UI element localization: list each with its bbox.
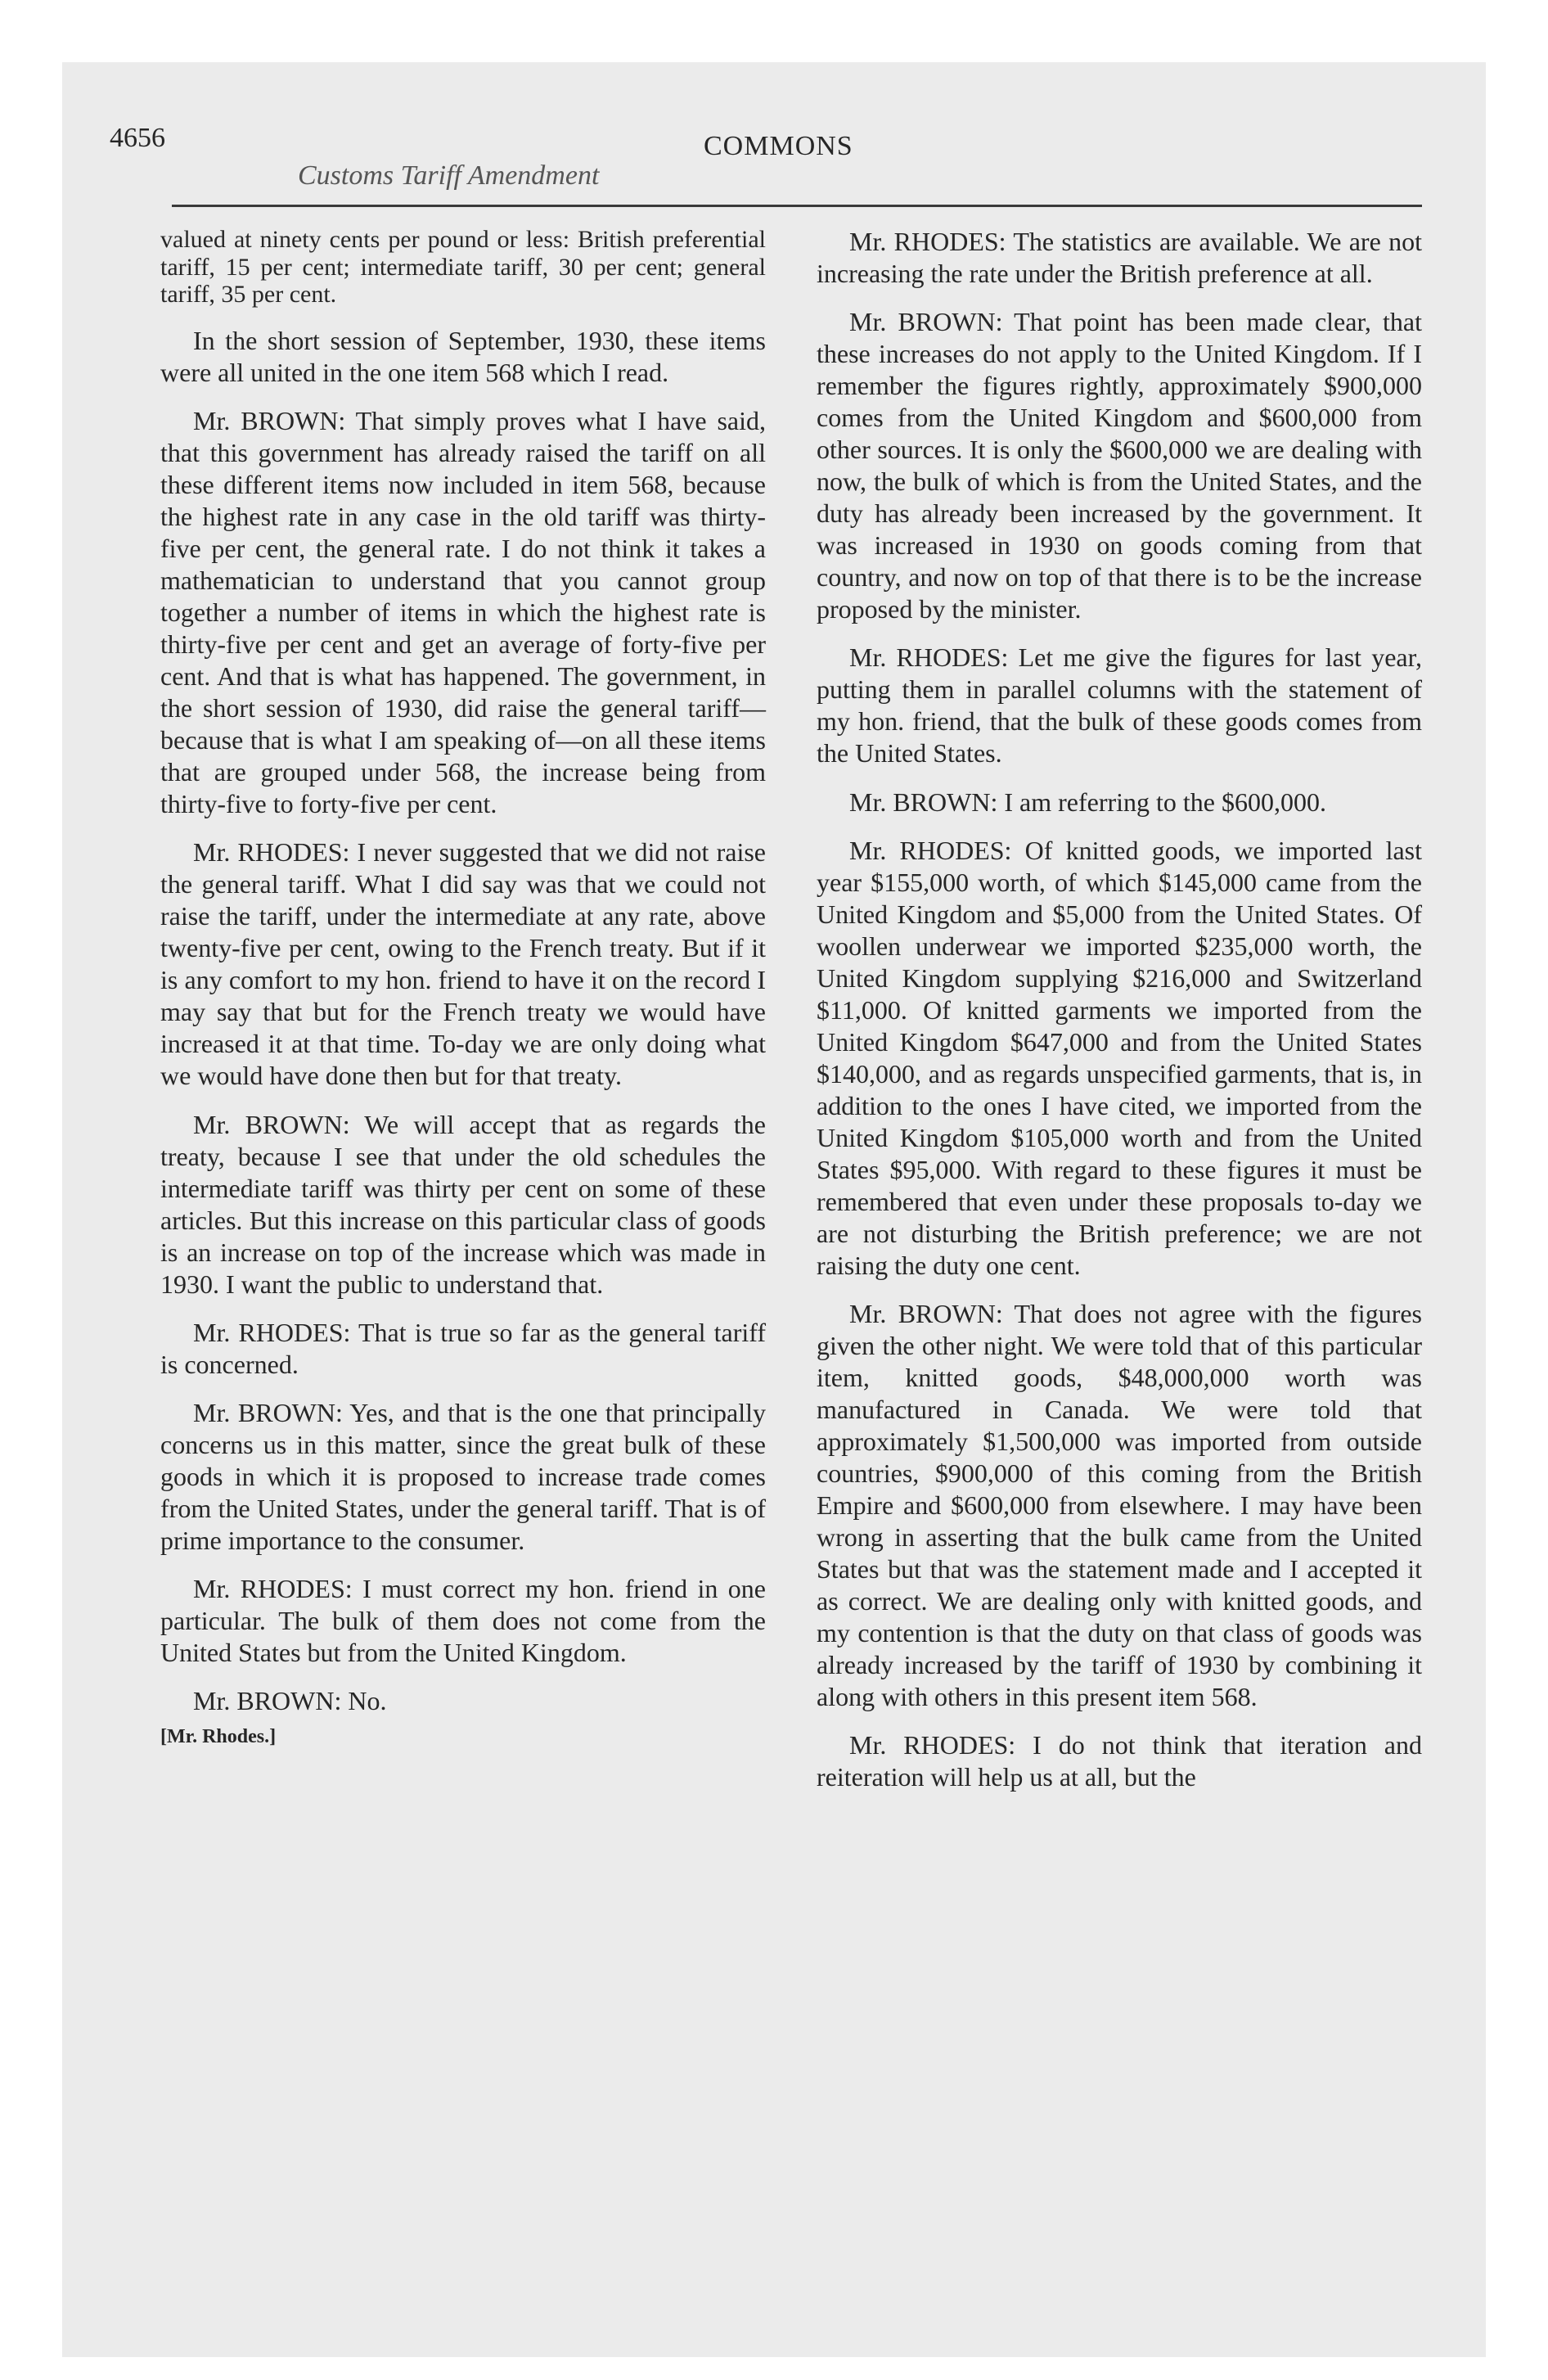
paragraph: Mr. BROWN: That point has been made clear, that these increases do not apply to the United Kingdom. If I remember the figures rightly, approximately $900,000 comes from the United Kingdom and $600,000 from other sources. It is only the $600,000 we are dealing with now, the bulk of which is from the United States, and the duty has already been increased by the government. It was increased in 1930 on goods coming from that country, and now on top of that there is to be the increase proposed by the minister.: [817, 307, 1422, 624]
paragraph: Mr. RHODES: I never suggested that we did not raise the general tariff. What I did say was that we could not raise the tariff, under the intermediate at any rate, above twenty-five per cent, owing to the French treaty. But if it is any comfort to my hon. friend to have it on the record I may say that but for the French treaty we would have increased it at that time. To-day we are only doing what we would have done then but for that treaty.: [160, 837, 766, 1091]
paragraph: Mr. BROWN: That does not agree with the figures given the other night. We were told that of this particular item, knitted goods, $48,000,000 worth was manufactured in Canada. We were told that approximately $1,500,000 was imported from outside countries, $900,000 of this coming from the British Empire and $600,000 from elsewhere. I may have been wrong in asserting that the bulk came from the United States but that was the statement made and I accepted it as correct. We are dealing only with knitted goods, and my contention is that the duty on that class of goods was already increased by the tariff of 1930 by combining it along with others in this present item 568.: [817, 1298, 1422, 1712]
paragraph: Mr. RHODES: I do not think that iteration and reiteration will help us at all, but the: [817, 1730, 1422, 1792]
page-number: 4656: [110, 123, 165, 153]
paragraph: Mr. BROWN: That simply proves what I have said, that this government has already raised the tariff on all these different items now included in item 568, because the highest rate in any case in the old tariff was thirty-five per cent, the general rate. I do not think it takes a mathematician to understand that you cannot group together a number of items in which the highest rate is thirty-five per cent and get an average of forty-five per cent. And that is what has happened. The government, in the short session of 1930, did raise the general tariff—because that is what I am speaking of—on all these items that are grouped under 568, the increase being from thirty-five to forty-five per cent.: [160, 405, 766, 819]
paragraph: valued at ninety cents per pound or less: British preferential tariff, 15 per cent; intermediate tariff, 30 per cent; general tariff, 35 per cent.: [160, 226, 766, 309]
paragraph: Mr. RHODES: That is true so far as the general tariff is concerned.: [160, 1317, 766, 1379]
paragraph: Mr. BROWN: Yes, and that is the one that principally concerns us in this matter, since the great bulk of these goods in which it is proposed to increase trade comes from the United States, under the general tariff. That is of prime importance to the consumer.: [160, 1397, 766, 1555]
paragraph: Mr. BROWN: I am referring to the $600,000.: [849, 787, 1326, 817]
left-column: [160, 226, 766, 1765]
paragraph: Mr. RHODES: I must correct my hon. friend in one particular. The bulk of them does not come from the United States but from the United Kingdom.: [160, 1573, 766, 1667]
paragraph: Mr. RHODES: The statistics are available. We are not increasing the rate under the British preference at all.: [817, 227, 1422, 289]
paragraph: Mr. BROWN: No.: [193, 1686, 387, 1715]
paragraph: Mr. RHODES: Let me give the figures for last year, putting them in parallel columns with the statement of my hon. friend, that the bulk of these goods comes from the United States.: [817, 642, 1422, 769]
header-rule: [172, 205, 1422, 207]
paragraph: Mr. BROWN: We will accept that as regards the treaty, because I see that under the old schedules the intermediate tariff was thirty per cent on some of these articles. But this increase on this particular class of goods is an increase on top of the increase which was made in 1930. I want the public to understand that.: [160, 1109, 766, 1299]
subject-title: Customs Tariff Amendment: [298, 160, 600, 191]
section-title: COMMONS: [704, 131, 853, 161]
speaker-footnote: [Mr. Rhodes.]: [160, 1726, 277, 1748]
paragraph: In the short session of September, 1930, these items were all united in the one item 568 which I read.: [160, 325, 766, 387]
right-column: [817, 226, 1422, 1810]
paragraph: Mr. RHODES: Of knitted goods, we imported last year $155,000 worth, of which $145,000 came from the United Kingdom and $5,000 from the United States. Of woollen underwear we imported $235,000 worth, the United Kingdom supplying $216,000 and Switzerland $11,000. Of knitted garments we imported from the United Kingdom $647,000 and from the United States $140,000, and as regards unspecified garments, that is, in addition to the ones I have cited, we imported from the United Kingdom $105,000 worth and from the United States $95,000. With regard to these figures it must be remembered that even under these proposals to-day we are not disturbing the British preference; we are not raising the duty one cent.: [817, 835, 1422, 1280]
